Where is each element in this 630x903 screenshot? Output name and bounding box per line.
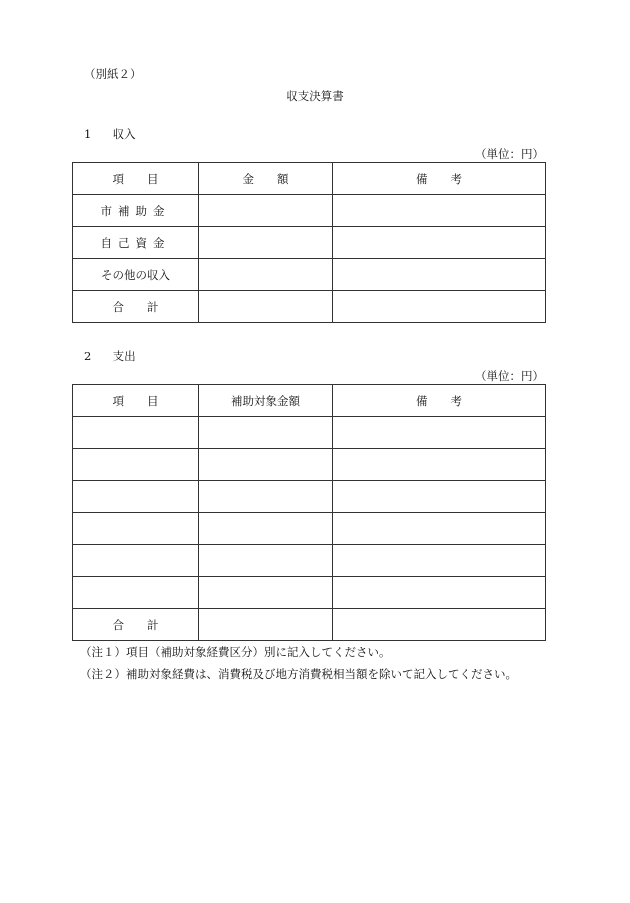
table-row bbox=[73, 481, 546, 513]
expense-header-row bbox=[73, 385, 546, 417]
expense-item-cell[interactable] bbox=[73, 513, 199, 545]
income-remarks-cell[interactable] bbox=[333, 259, 546, 291]
income-row-own-funds: 自己資金 bbox=[73, 227, 199, 259]
income-section-heading bbox=[84, 126, 136, 142]
expense-amount-cell[interactable] bbox=[199, 481, 333, 513]
expense-remarks-cell[interactable] bbox=[333, 577, 546, 609]
income-row-other: その他の収入 bbox=[73, 259, 199, 291]
income-section-title: 収入 bbox=[112, 127, 136, 141]
expense-remarks-cell[interactable] bbox=[333, 609, 546, 641]
income-table bbox=[72, 162, 546, 323]
expense-amount-cell[interactable] bbox=[199, 545, 333, 577]
income-row-city-subsidy: 市補助金 bbox=[73, 195, 199, 227]
expense-amount-cell[interactable] bbox=[199, 417, 333, 449]
income-amount-cell[interactable] bbox=[199, 227, 333, 259]
income-amount-cell[interactable] bbox=[199, 195, 333, 227]
expense-section-number: 2 bbox=[84, 349, 92, 363]
income-remarks-cell[interactable] bbox=[333, 195, 546, 227]
attachment-label: （別紙２） bbox=[84, 67, 142, 81]
expense-remarks-cell[interactable] bbox=[333, 449, 546, 481]
income-total-amount-cell[interactable] bbox=[199, 291, 333, 323]
note-1: （注１）項目（補助対象経費区分）別に記入してください。 bbox=[80, 645, 391, 659]
note-2: （注２）補助対象経費は、消費税及び地方消費税相当額を除いて記入してください。 bbox=[80, 667, 517, 681]
income-remarks-cell[interactable] bbox=[333, 227, 546, 259]
income-amount-cell[interactable] bbox=[199, 259, 333, 291]
expense-row-total: 合 計 bbox=[73, 609, 199, 641]
income-header-amount: 金 額 bbox=[199, 163, 333, 195]
income-header-remarks: 備 考 bbox=[333, 163, 546, 195]
expense-amount-cell[interactable] bbox=[199, 449, 333, 481]
table-row bbox=[73, 513, 546, 545]
expense-remarks-cell[interactable] bbox=[333, 481, 546, 513]
expense-item-cell[interactable] bbox=[73, 417, 199, 449]
table-row bbox=[73, 545, 546, 577]
table-row bbox=[73, 417, 546, 449]
expense-header-remarks: 備 考 bbox=[333, 385, 546, 417]
document-title: 収支決算書 bbox=[286, 89, 344, 103]
expense-amount-cell[interactable] bbox=[199, 513, 333, 545]
expense-section-title: 支出 bbox=[112, 349, 136, 363]
expense-table bbox=[72, 384, 546, 641]
expense-header-item: 項 目 bbox=[73, 385, 199, 417]
expense-remarks-cell[interactable] bbox=[333, 417, 546, 449]
table-row bbox=[73, 195, 546, 227]
table-row bbox=[73, 227, 546, 259]
income-remarks-cell[interactable] bbox=[333, 291, 546, 323]
table-row bbox=[73, 259, 546, 291]
expense-total-amount-cell[interactable] bbox=[199, 609, 333, 641]
income-row-total: 合 計 bbox=[73, 291, 199, 323]
expense-item-cell[interactable] bbox=[73, 449, 199, 481]
table-row bbox=[73, 577, 546, 609]
expense-remarks-cell[interactable] bbox=[333, 513, 546, 545]
table-row bbox=[73, 449, 546, 481]
expense-remarks-cell[interactable] bbox=[333, 545, 546, 577]
income-header-row bbox=[73, 163, 546, 195]
expense-section-heading bbox=[84, 348, 136, 364]
expense-amount-cell[interactable] bbox=[199, 577, 333, 609]
expense-item-cell[interactable] bbox=[73, 545, 199, 577]
expense-item-cell[interactable] bbox=[73, 481, 199, 513]
expense-item-cell[interactable] bbox=[73, 577, 199, 609]
income-section-number: 1 bbox=[84, 127, 92, 141]
income-unit-label: （単位：円） bbox=[475, 147, 544, 161]
expense-unit-label: （単位：円） bbox=[475, 369, 544, 383]
expense-header-amount: 補助対象金額 bbox=[199, 385, 333, 417]
table-row bbox=[73, 291, 546, 323]
table-row bbox=[73, 609, 546, 641]
income-header-item: 項 目 bbox=[73, 163, 199, 195]
